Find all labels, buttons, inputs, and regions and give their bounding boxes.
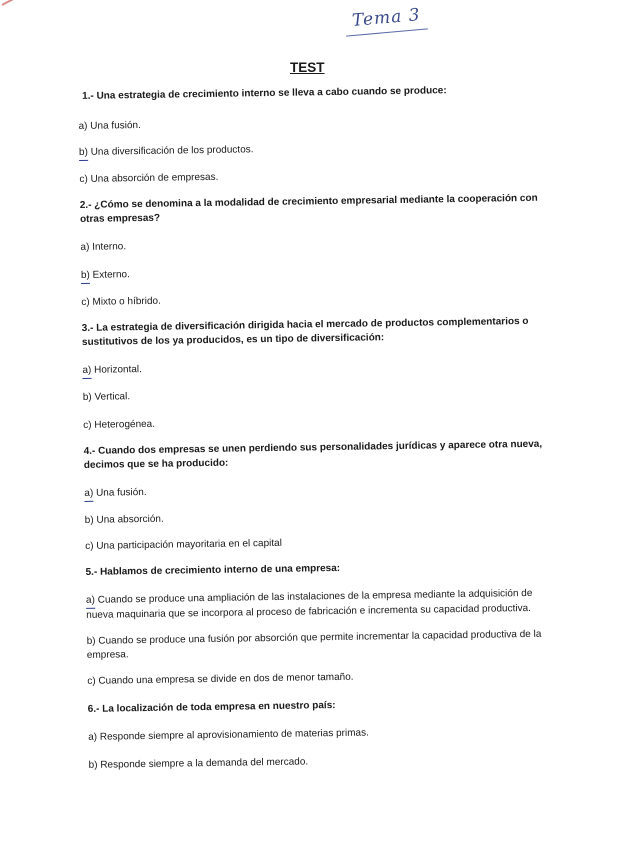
question-5-option-c	[87, 668, 547, 689]
option-text: Cuando se produce una ampliación de las instalaciones de la empresa mediante la adquisición de nueva maquinaria que se incorpora al proceso de fabricación e incrementa su capacidad productiva.	[86, 587, 533, 621]
question-4-option-c	[85, 533, 545, 554]
question-1: 1.- Una estrategia de crecimiento interno se lleva a cabo cuando se produce:	[82, 85, 447, 102]
option-text: Interno.	[92, 241, 127, 253]
question-6-option-a	[88, 724, 548, 745]
page-title: TEST	[290, 60, 325, 75]
option-text: Vertical.	[94, 391, 131, 403]
question-3-option-a	[82, 357, 542, 379]
option-text: Una diversificación de los productos.	[90, 144, 254, 158]
question-6: 6.- La localización de toda empresa en nuestro país:	[87, 700, 336, 715]
option-letter: a)	[80, 241, 90, 253]
option-text: Externo.	[92, 269, 130, 281]
question-2: 2.- ¿Cómo se denomina a la modalidad de crecimiento empresarial mediante la cooperación con otras empresas?	[79, 192, 538, 225]
option-text: Una absorción.	[96, 513, 164, 526]
option-letter-marked: b)	[81, 269, 90, 284]
option-letter: c)	[87, 675, 96, 687]
question-1-option-c	[79, 166, 539, 187]
option-text: Cuando una empresa se divide en dos de menor tamaño.	[98, 671, 354, 687]
question-4: 4.- Cuando dos empresas se unen perdiendo sus personalidades jurídicas y aparece otra nueva, decimos que se ha producido:	[83, 438, 543, 471]
option-letter: b)	[86, 635, 96, 647]
option-letter: b)	[82, 391, 92, 403]
question-3-option-c	[83, 412, 543, 433]
question-2-option-a	[80, 234, 540, 255]
option-text: Una participación mayoritaria en el capital	[96, 537, 283, 552]
question-2-option-c	[81, 289, 541, 310]
question-5-option-a	[86, 587, 546, 623]
option-letter: c)	[85, 540, 94, 552]
question-1-option-b	[79, 139, 539, 161]
option-letter: b)	[84, 514, 94, 526]
option-letter-marked: a)	[84, 487, 93, 502]
option-letter: c)	[83, 419, 92, 431]
pen-stroke-mark	[2, 0, 35, 6]
option-text: Responde siempre a la demanda del mercado.	[100, 756, 309, 771]
question-4-option-a	[84, 480, 544, 502]
option-letter-marked: a)	[82, 364, 91, 379]
option-letter: a)	[78, 120, 88, 132]
option-letter: a)	[88, 731, 98, 743]
option-letter-marked: a)	[86, 594, 95, 609]
question-4-option-b	[85, 507, 545, 528]
option-text: Horizontal.	[94, 364, 142, 376]
question-2-option-b	[81, 262, 541, 284]
option-letter: c)	[79, 173, 88, 185]
question-6-option-b	[89, 752, 549, 773]
option-text: Cuando se produce una fusión por absorción que permite incrementar la capacidad productiva de la empresa.	[86, 628, 542, 661]
option-text: Una fusión.	[95, 486, 147, 499]
option-letter-marked: b)	[79, 146, 88, 161]
question-5: 5.- Hablamos de crecimiento interno de una empresa:	[85, 562, 341, 578]
option-letter: c)	[81, 296, 90, 308]
option-text: Mixto o híbrido.	[92, 295, 161, 308]
test-content	[78, 83, 549, 773]
option-text: Una fusión.	[90, 120, 141, 132]
question-1-option-a	[78, 113, 538, 134]
question-3-option-b	[83, 384, 543, 405]
option-text: Heterogénea.	[94, 418, 156, 431]
option-letter: b)	[88, 759, 98, 771]
option-text: Una absorción de empresas.	[90, 171, 219, 185]
question-3: 3.- La estrategia de diversificación dirigida hacia el mercado de productos complementarios o sustitutivos de los ya producidos, es un tipo de diversificación:	[81, 315, 529, 348]
option-text: Responde siempre al aprovisionamiento de materias primas.	[99, 727, 369, 743]
question-5-option-b	[87, 628, 547, 663]
handwritten-note: Tema 3	[351, 5, 422, 31]
